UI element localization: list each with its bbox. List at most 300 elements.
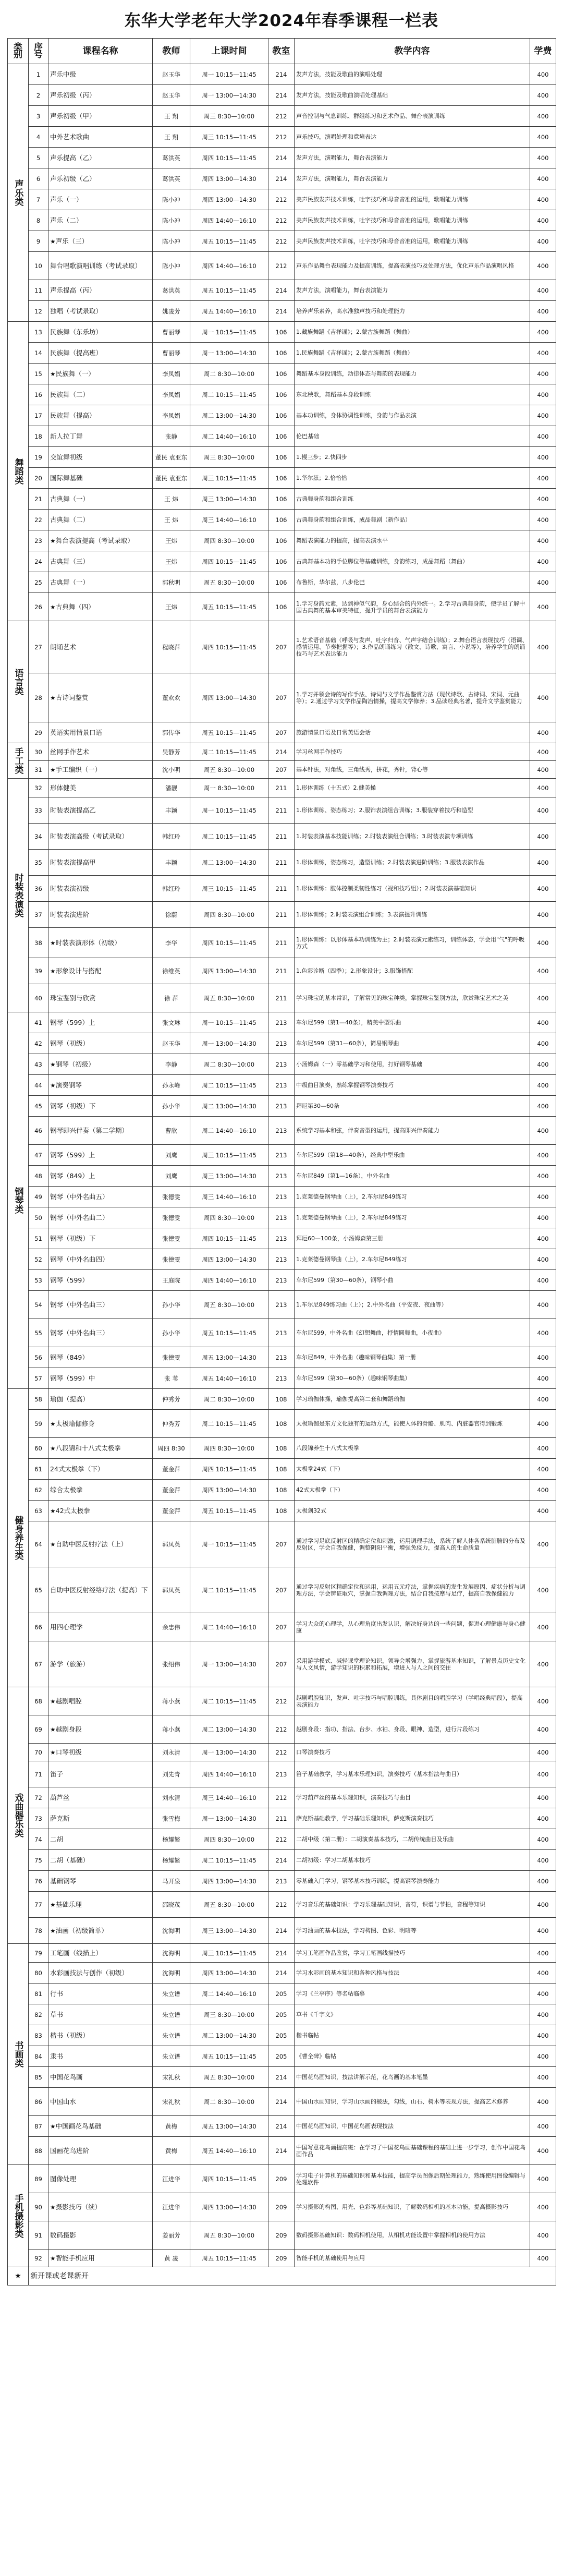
class-time: 周二 10:15—11:45 [190,1075,268,1096]
table-row [8,1033,556,1054]
course-name: 钢琴（849） [48,1347,153,1368]
room-no: 214 [268,64,295,85]
course-name-text: 钢琴（初级） [55,1060,95,1068]
room-no: 214 [268,743,295,761]
course-content: 学习葫芦丝的基本乐理知识，演奏技巧与曲目 [295,1787,530,1808]
room-no: 214 [268,1918,295,1944]
course-name: 楷书（初级） [48,2025,153,2046]
room-no: 214 [268,85,295,106]
category-cell: 时装表演类 [8,779,29,1012]
course-name: 声乐初级（丙） [48,85,153,106]
course-no: 48 [29,1166,48,1187]
course-content: 声音控制与气息训练、群组练习和艺术作品、舞台表演训练 [295,106,530,127]
new-course-star-icon: ★ [50,766,56,773]
tuition-fee: 400 [530,1744,556,1761]
teacher-name: 黄梅 [153,2116,190,2137]
course-name: 中国花鸟画 [48,2067,153,2088]
class-time: 周五 8:30—10:00 [190,2221,268,2250]
class-time: 周四 14:40—16:10 [190,1761,268,1787]
course-no: 45 [29,1096,48,1117]
course-name: 24式太极拳（下） [48,1459,153,1480]
class-time: 周一 13:00—14:30 [190,1808,268,1829]
tuition-fee: 400 [530,1787,556,1808]
tuition-fee: 400 [530,2046,556,2067]
tuition-fee: 400 [530,2025,556,2046]
course-name: 钢琴（599）上 [48,1012,153,1033]
class-time: 周一 10:15—11:45 [190,1521,268,1567]
course-name: 水彩画技法与创作（初级） [48,1963,153,1984]
course-no: 44 [29,1075,48,1096]
course-no: 19 [29,447,48,468]
teacher-name: 张德雯 [153,1207,190,1228]
teacher-name: 董民 袁亚东 [153,447,190,468]
course-name: 古典舞（二） [48,510,153,530]
room-no: 213 [268,1075,295,1096]
teacher-name: 王 翔 [153,127,190,148]
table-row [8,928,556,958]
tuition-fee: 400 [530,850,556,876]
course-name-text: 油画（初级简单） [55,1926,108,1934]
room-no: 213 [268,1166,295,1187]
course-name: 古典舞（一） [48,572,153,593]
room-no: 205 [268,2004,295,2025]
table-row [8,593,556,621]
table-row [8,1389,556,1410]
class-time: 周二 13:00—14:30 [190,405,268,426]
course-name: 瑜伽（提高） [48,1389,153,1410]
new-course-star-icon: ★ [50,1927,56,1934]
course-content: 学习电子计算机的基础知识和基本技能，提高学员图像后期处理能力，熟练使用图像编辑与处理软件 [295,2165,530,2193]
table-row [8,1207,556,1228]
room-no: 212 [268,1892,295,1918]
teacher-name: 葛洪英 [153,168,190,189]
course-content: 学习丝网手作技巧 [295,743,530,761]
course-content: 舞蹈表演能力的提高，提高表演水平 [295,530,530,551]
class-time: 周四 13:00—14:30 [190,168,268,189]
class-time: 周二 8:30—10:00 [190,364,268,384]
course-name [48,1075,153,1096]
course-content: 1.克莱德曼钢琴曲（上），2.车尔尼849练习 [295,1187,530,1207]
course-no: 47 [29,1145,48,1166]
course-no: 39 [29,958,48,984]
course-no: 77 [29,1892,48,1918]
course-no: 11 [29,280,48,301]
tuition-fee: 400 [530,1641,556,1687]
teacher-name: 杨耀繁 [153,1829,190,1850]
room-no: 213 [268,1291,295,1319]
new-course-star-icon: ★ [50,2254,56,2262]
table-row [8,1787,556,1808]
course-content: 发声方法，演唱能力，舞台表演能力 [295,168,530,189]
class-time: 周四 10:15—11:45 [190,551,268,572]
room-no: 207 [268,1521,295,1567]
table-row [8,168,556,189]
teacher-name: 郭凤英 [153,1521,190,1567]
tuition-fee: 400 [530,1871,556,1892]
class-time: 周五 14:40—16:10 [190,2137,268,2165]
teacher-name: 孙小华 [153,1319,190,1347]
course-content: 学习《兰亭序》等名帖临摹 [295,1984,530,2004]
class-time: 周二 8:30—10:00 [190,1389,268,1410]
table-row [8,743,556,761]
new-course-star-icon: ★ [50,1507,56,1515]
tuition-fee: 400 [530,447,556,468]
tuition-fee: 400 [530,1963,556,1984]
table-row [8,1715,556,1744]
course-content: 1.时装表演基本技能训练；2.时装表演组合训练；3.时装表演专项训练 [295,824,530,850]
course-name: 葫芦丝 [48,1787,153,1808]
teacher-name: 张 苇 [153,1368,190,1389]
course-name-text: 形象设计与搭配 [55,966,102,975]
course-content: 美声民族发声技术训练，吐字技巧和母音音准的运用，歌唱能力训练 [295,210,530,231]
room-no: 213 [268,1761,295,1787]
course-content: 太极剑32式 [295,1501,530,1521]
teacher-name: 董金萍 [153,1480,190,1501]
table-row [8,2067,556,2088]
class-time: 周二 14:40—16:10 [190,426,268,447]
course-no: 56 [29,1347,48,1368]
course-no: 20 [29,468,48,489]
course-content: 楷书临帖 [295,2025,530,2046]
teacher-name: 张静 [153,426,190,447]
class-time: 周三 10:15—11:45 [190,1145,268,1166]
teacher-name: 刘先青 [153,1761,190,1787]
course-name-text: 越剧唱腔 [55,1697,82,1705]
table-row [8,621,556,673]
course-no: 27 [29,621,48,673]
course-content: 小汤姆森（一）零基础学习和使用，打好钢琴基础 [295,1054,530,1075]
teacher-name: 陈小冲 [153,210,190,231]
class-time: 周五 14:40—16:10 [190,1368,268,1389]
course-content: 古典舞身韵和组合训练 [295,489,530,510]
class-time: 周二 10:15—11:45 [190,1850,268,1871]
course-content: 草书《千字文》 [295,2004,530,2025]
new-course-star-icon: ★ [50,1081,56,1089]
course-content: 笛子基础教学，学习基本乐理知识，演奏技巧（基本指法与曲目） [295,1761,530,1787]
course-no: 12 [29,301,48,322]
tuition-fee: 400 [530,148,556,168]
course-content: 1.克莱德曼钢琴曲（上），2.车尔尼849练习 [295,1207,530,1228]
tuition-fee: 400 [530,2165,556,2193]
room-no: 106 [268,447,295,468]
teacher-name: 丰颖 [153,850,190,876]
tuition-fee: 400 [530,1054,556,1075]
table-row [8,797,556,824]
course-name [48,364,153,384]
teacher-name: 陈小冲 [153,189,190,210]
teacher-name: 朱立谱 [153,2025,190,2046]
course-name [48,530,153,551]
class-time: 周五 10:15—11:45 [190,593,268,621]
course-name: 声乐初级（乙） [48,168,153,189]
tuition-fee: 400 [530,405,556,426]
course-content: 学习油画的基本技法，学习构图、色彩、明暗等 [295,1918,530,1944]
course-no: 17 [29,405,48,426]
new-course-star-icon: ★ [50,2122,56,2130]
course-content: 1.形体训练：以形体基本功训练为主；2.时装表演元素练习，训练体态，学会用"气"的呼吸方式 [295,928,530,958]
teacher-name: 张雪梅 [153,1808,190,1829]
room-no: 211 [268,824,295,850]
room-no: 213 [268,1319,295,1347]
class-time: 周二 8:30—10:00 [190,2088,268,2116]
class-time: 周二 13:00—14:30 [190,2025,268,2046]
teacher-name: 姜丽芳 [153,2221,190,2250]
course-content: 零基础入门学习，钢琴基本技巧训练，提高钢琴演奏能力 [295,1871,530,1892]
course-no: 55 [29,1319,48,1347]
room-no: 106 [268,405,295,426]
room-no: 213 [268,1012,295,1033]
tuition-fee: 400 [530,1829,556,1850]
course-content: 中国花鸟画知识，中国花鸟画表现技法 [295,2116,530,2137]
room-no: 214 [268,1963,295,1984]
course-no: 22 [29,510,48,530]
new-course-star-icon: ★ [50,1725,56,1733]
course-name: 钢琴（中外名曲五） [48,1187,153,1207]
table-row [8,231,556,252]
course-no: 23 [29,530,48,551]
table-row [8,530,556,551]
course-name: 独唱（考试录取） [48,301,153,322]
course-name: 时装表演提高乙 [48,797,153,824]
course-name-text: 古诗词鉴赏 [55,693,89,702]
course-content: 学习珠宝的基本常识，了解常见的珠宝种类，掌握珠宝鉴别方法，欣赏珠宝艺术之美 [295,984,530,1012]
teacher-name: 孙小华 [153,1291,190,1319]
course-name: 国际舞基础 [48,468,153,489]
room-no: 108 [268,1501,295,1521]
course-name: 民族舞（提高） [48,405,153,426]
class-time: 周四 10:15—11:45 [190,928,268,958]
header-time: 上课时间 [190,39,268,64]
class-time: 周一 13:00—14:30 [190,1033,268,1054]
table-row [8,1012,556,1033]
table-row [8,2004,556,2025]
tuition-fee: 400 [530,210,556,231]
tuition-fee: 400 [530,1187,556,1207]
table-row [8,1187,556,1207]
teacher-name: 赵玉华 [153,64,190,85]
room-no: 205 [268,1984,295,2004]
tuition-fee: 400 [530,1166,556,1187]
course-content: 1.车尔尼849练习曲（上）；2.中外名曲（平安夜、夜曲等） [295,1291,530,1319]
course-no: 65 [29,1567,48,1613]
tuition-fee: 400 [530,1984,556,2004]
room-no: 213 [268,1033,295,1054]
table-row [8,1944,556,1963]
teacher-name: 韩红玲 [153,876,190,902]
tuition-fee: 400 [530,2088,556,2116]
course-content: 太极瑜伽是东方文化独有的运动方式，能使人体的骨骼、肌肉、内脏器官得到锻炼 [295,1410,530,1438]
course-name-text: 八段锦和十八式太极拳 [55,1444,121,1452]
tuition-fee: 400 [530,2250,556,2267]
course-no: 32 [29,779,48,797]
class-time: 周三 14:40—16:10 [190,1787,268,1808]
room-no: 207 [268,1641,295,1687]
course-name-text: 古典舞（四） [55,602,95,611]
teacher-name: 周四 8:30 [153,1438,190,1459]
room-no: 106 [268,426,295,447]
room-no: 106 [268,510,295,530]
teacher-name: 徐维英 [153,958,190,984]
course-no: 14 [29,343,48,364]
course-no: 26 [29,593,48,621]
course-no: 13 [29,322,48,343]
room-no: 213 [268,1249,295,1270]
class-time: 周五 10:15—11:45 [190,280,268,301]
course-content: 1.形体训练：肢体控制柔韧性练习（视和技巧组）；2.时装表演基础知识 [295,876,530,902]
teacher-name: 王 翔 [153,106,190,127]
course-name [48,761,153,779]
teacher-name: 曹丽琴 [153,322,190,343]
tuition-fee: 400 [530,551,556,572]
course-no: 63 [29,1501,48,1521]
course-no: 90 [29,2193,48,2221]
tuition-fee: 400 [530,1480,556,1501]
table-row [8,1984,556,2004]
teacher-name: 董金萍 [153,1459,190,1480]
room-no: 106 [268,468,295,489]
tuition-fee: 400 [530,1687,556,1715]
class-time: 周五 14:40—16:10 [190,301,268,322]
class-time: 周三 8:30—10:00 [190,2004,268,2025]
class-time: 周四 8:30—10:00 [190,530,268,551]
room-no: 106 [268,489,295,510]
course-name: 声乐初级（甲） [48,106,153,127]
course-name: 二胡（基础） [48,1850,153,1871]
table-row [8,551,556,572]
teacher-name: 张绍伟 [153,1641,190,1687]
course-name: 民族舞（二） [48,384,153,405]
course-content: 1.形体训练；2.时装表演组合训练；3.表演提升训练 [295,902,530,928]
class-time: 周五 8:30—10:00 [190,2067,268,2088]
table-row [8,1829,556,1850]
course-name: 时装表演进阶 [48,902,153,928]
teacher-name: 王 炜 [153,510,190,530]
class-time: 周一 10:15—11:45 [190,64,268,85]
table-row [8,761,556,779]
table-row [8,1761,556,1787]
course-no: 10 [29,252,48,280]
class-time: 周一 13:00—14:30 [190,1744,268,1761]
room-no: 207 [268,621,295,673]
course-name: 形体健美 [48,779,153,797]
header-fee: 学费 [530,39,556,64]
room-no: 214 [268,1850,295,1871]
course-name: 二胡 [48,1829,153,1850]
class-time: 周一 8:30—10:00 [190,779,268,797]
table-row [8,2165,556,2193]
course-no: 89 [29,2165,48,2193]
category-cell: 舞蹈类 [8,322,29,621]
course-content: 车尔尼599（第31—60条），简易钢琴曲 [295,1033,530,1054]
tuition-fee: 400 [530,958,556,984]
course-content: 1.民族舞蹈《吉祥谣》；2.蒙古族舞蹈（舞曲） [295,343,530,364]
class-time: 周二 10:15—11:45 [190,1687,268,1715]
room-no: 106 [268,384,295,405]
page-title: 东华大学老年大学2024年春季课程一栏表 [124,11,439,30]
table-row [8,2250,556,2267]
table-row [8,572,556,593]
table-row [8,1368,556,1389]
class-time: 周二 8:30—10:00 [190,1054,268,1075]
tuition-fee: 400 [530,1319,556,1347]
class-time: 周一 13:00—14:30 [190,1641,268,1687]
course-name: 时装表演高级（考试录取） [48,824,153,850]
tuition-fee: 400 [530,301,556,322]
tuition-fee: 400 [530,1347,556,1368]
course-name: 基础钢琴 [48,1871,153,1892]
course-content: 培养声乐素养，高水准独声技巧和处理能力 [295,301,530,322]
course-name: 声乐提高（乙） [48,148,153,168]
course-content: 智能手机的基础使用与应用 [295,2250,530,2267]
teacher-name: 曹欣 [153,1117,190,1145]
course-content: 二胡初级：学习二胡基本技巧 [295,1850,530,1871]
category-cell: 手工类 [8,743,29,779]
course-content: 中国山水画知识，学习山水画的皴法，勾线，山石、树木等表现方法，提高艺术修养 [295,2088,530,2116]
teacher-name: 丰颖 [153,797,190,824]
class-time: 周三 14:40—16:10 [190,510,268,530]
table-row [8,1249,556,1270]
room-no: 212 [268,1715,295,1744]
course-no: 73 [29,1808,48,1829]
teacher-name: 沈海明 [153,1944,190,1963]
teacher-name: 赵玉华 [153,85,190,106]
class-time: 周二 13:00—14:30 [190,850,268,876]
course-content: 学习音乐的基础知识：学习乐理基础知识，音符，识谱与节拍，音程等知识 [295,1892,530,1918]
class-time: 周五 8:30—10:00 [190,984,268,1012]
tuition-fee: 400 [530,1761,556,1787]
tuition-fee: 400 [530,2116,556,2137]
class-time: 周四 13:00—14:30 [190,1249,268,1270]
course-content: 越剧身段：指功、指法、台步、水袖、身段、眼神、造型，进行片段练习 [295,1715,530,1744]
course-no: 83 [29,2025,48,2046]
room-no: 212 [268,210,295,231]
room-no: 106 [268,364,295,384]
course-name-text: 智能手机应用 [55,2254,95,2262]
table-row [8,902,556,928]
course-no: 15 [29,364,48,384]
tuition-fee: 400 [530,1033,556,1054]
table-row [8,2193,556,2221]
class-time: 周三 14:40—16:10 [190,1187,268,1207]
legend-text: 新开课或老课新开 [29,2267,556,2285]
course-no: 9 [29,231,48,252]
teacher-name: 张德雯 [153,1228,190,1249]
teacher-name: 孙永峰 [153,1075,190,1096]
course-content: 东北秧歌，舞蹈基本身段训练 [295,384,530,405]
course-content: 学习摄影的构图、用光、色彩等基础知识，了解数码相机的基本功能，提高摄影技巧 [295,2193,530,2221]
tuition-fee: 400 [530,797,556,824]
course-no: 64 [29,1521,48,1567]
course-content: 发声方法，演唱能力，舞台表演能力 [295,148,530,168]
course-no: 1 [29,64,48,85]
course-name: 游学（旅游） [48,1641,153,1687]
tuition-fee: 400 [530,2067,556,2088]
course-name: 钢琴（599）上 [48,1145,153,1166]
tuition-fee: 400 [530,1117,556,1145]
table-row [8,1075,556,1096]
teacher-name: 曹丽琴 [153,343,190,364]
table-row [8,1228,556,1249]
course-content: 1.慢三步；2.快四步 [295,447,530,468]
teacher-name: 董欢欢 [153,673,190,722]
tuition-fee: 400 [530,1944,556,1963]
new-course-star-icon: ★ [50,2203,56,2211]
teacher-name: 陈小冲 [153,252,190,280]
course-content: 车尔尼849（第1—16条），中外名曲 [295,1166,530,1187]
table-row [8,722,556,743]
class-time: 周四 13:00—14:30 [190,189,268,210]
teacher-name: 郭凤英 [153,1567,190,1613]
